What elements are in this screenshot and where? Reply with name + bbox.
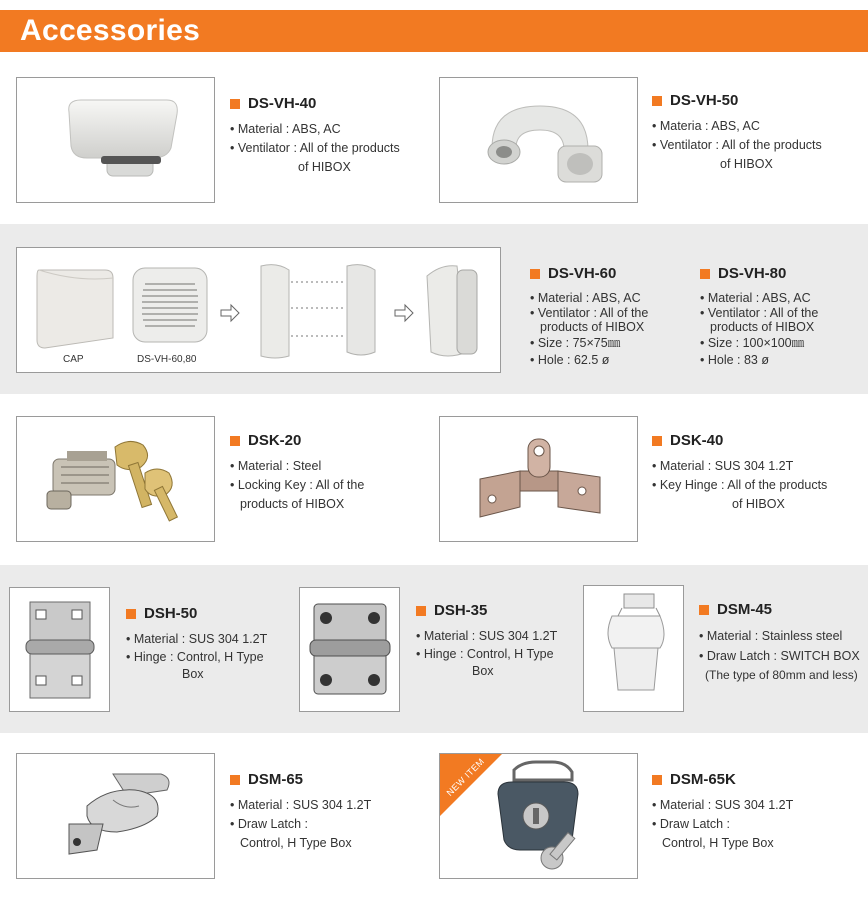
- product-dsh-35: [416, 602, 557, 680]
- spec-material: • Material : SUS 304 1.2T: [230, 798, 372, 812]
- product-dsm-65: [230, 771, 371, 853]
- product-title: DS-VH-80: [700, 265, 818, 282]
- product-image-dsh-50: [9, 587, 110, 712]
- product-image-ds-vh-50: [439, 77, 638, 203]
- product-title: DSK-20: [230, 432, 364, 449]
- product-title: DS-VH-40: [230, 95, 400, 112]
- bullet-square-icon: [530, 269, 540, 279]
- spec-material: • Material : ABS, AC: [230, 122, 341, 136]
- product-image-dsm-45: [583, 585, 684, 712]
- product-image-dsk-40: [439, 416, 638, 542]
- spec-material: • Material : SUS 304 1.2T: [416, 629, 558, 643]
- product-ds-vh-60: [530, 265, 648, 369]
- spec-ventilator: • Ventilator : All of the: [700, 306, 819, 320]
- spec-key-hinge-cont: of HIBOX: [732, 497, 785, 511]
- spec-draw-latch: • Draw Latch : SWITCH BOX: [699, 649, 860, 663]
- spec-material: • Material : SUS 304 1.2T: [126, 632, 268, 646]
- product-image-dsh-35: [299, 587, 400, 712]
- spec-ventilator-cont: of HIBOX: [720, 157, 773, 171]
- spec-hinge-cont: Box: [182, 667, 204, 681]
- spec-ventilator-cont: products of HIBOX: [710, 320, 815, 334]
- ds-vh-60-80-label: DS-VH-60,80: [137, 354, 197, 365]
- bullet-square-icon: [700, 269, 710, 279]
- spec-hole: • Hole : 62.5 ø: [530, 353, 610, 367]
- spec-draw-latch-cont: Control, H Type Box: [662, 836, 774, 850]
- product-title: DSH-35: [416, 602, 557, 619]
- spec-draw-latch: • Draw Latch :: [230, 817, 309, 831]
- spec-key-hinge: • Key Hinge : All of the products: [652, 478, 828, 492]
- page-title: Accessories: [20, 14, 201, 47]
- cap-label: CAP: [63, 354, 84, 365]
- product-dsm-45: [699, 601, 860, 685]
- spec-locking-key: • Locking Key : All of the: [230, 478, 365, 492]
- product-title: DS-VH-60: [530, 265, 648, 282]
- product-image-ds-vh-60-80: [16, 247, 501, 373]
- product-title: DSM-45: [699, 601, 860, 618]
- product-image-dsk-20: [16, 416, 215, 542]
- product-dsm-65k: [652, 771, 793, 853]
- spec-material: • Material : SUS 304 1.2T: [652, 798, 794, 812]
- product-ds-vh-50: [652, 92, 822, 174]
- spec-hinge: • Hinge : Control, H Type: [416, 647, 554, 661]
- spec-ventilator: • Ventilator : All of the products: [230, 141, 400, 155]
- product-image-ds-vh-40: [16, 77, 215, 203]
- product-title: DS-VH-50: [652, 92, 822, 109]
- spec-material: • Material : Steel: [230, 459, 322, 473]
- spec-material: • Materia : ABS, AC: [652, 119, 760, 133]
- spec-size: • Size : 100×100㎜: [700, 336, 805, 350]
- product-ds-vh-40: [230, 95, 400, 177]
- spec-hinge-cont: Box: [472, 664, 494, 678]
- spec-draw-latch-cont: (The type of 80mm and less): [705, 668, 858, 682]
- product-dsk-20: [230, 432, 364, 514]
- spec-locking-key-cont: products of HIBOX: [240, 497, 345, 511]
- spec-draw-latch: • Draw Latch :: [652, 817, 731, 831]
- spec-material: • Material : SUS 304 1.2T: [652, 459, 794, 473]
- spec-hinge: • Hinge : Control, H Type: [126, 650, 264, 664]
- bullet-square-icon: [652, 436, 662, 446]
- spec-ventilator-cont: products of HIBOX: [540, 320, 645, 334]
- bullet-square-icon: [230, 99, 240, 109]
- product-dsh-50: [126, 605, 267, 683]
- spec-draw-latch-cont: Control, H Type Box: [240, 836, 352, 850]
- spec-material: • Material : Stainless steel: [699, 629, 843, 643]
- product-title: DSK-40: [652, 432, 827, 449]
- bullet-square-icon: [652, 96, 662, 106]
- page-header: [0, 10, 868, 52]
- product-ds-vh-80: [700, 265, 818, 369]
- bullet-square-icon: [416, 606, 426, 616]
- spec-ventilator: • Ventilator : All of the: [530, 306, 649, 320]
- product-title: DSH-50: [126, 605, 267, 622]
- spec-hole: • Hole : 83 ø: [700, 353, 769, 367]
- bullet-square-icon: [699, 605, 709, 615]
- bullet-square-icon: [230, 436, 240, 446]
- spec-ventilator-cont: of HIBOX: [298, 160, 351, 174]
- spec-material: • Material : ABS, AC: [530, 291, 641, 305]
- product-image-dsm-65k: [439, 753, 638, 879]
- spec-size: • Size : 75×75㎜: [530, 336, 621, 350]
- product-title: DSM-65: [230, 771, 371, 788]
- bullet-square-icon: [652, 775, 662, 785]
- new-item-badge: NEW ITEM: [444, 756, 487, 798]
- product-dsk-40: [652, 432, 827, 514]
- bullet-square-icon: [126, 609, 136, 619]
- product-image-dsm-65: [16, 753, 215, 879]
- bullet-square-icon: [230, 775, 240, 785]
- spec-ventilator: • Ventilator : All of the products: [652, 138, 822, 152]
- spec-material: • Material : ABS, AC: [700, 291, 811, 305]
- product-title: DSM-65K: [652, 771, 793, 788]
